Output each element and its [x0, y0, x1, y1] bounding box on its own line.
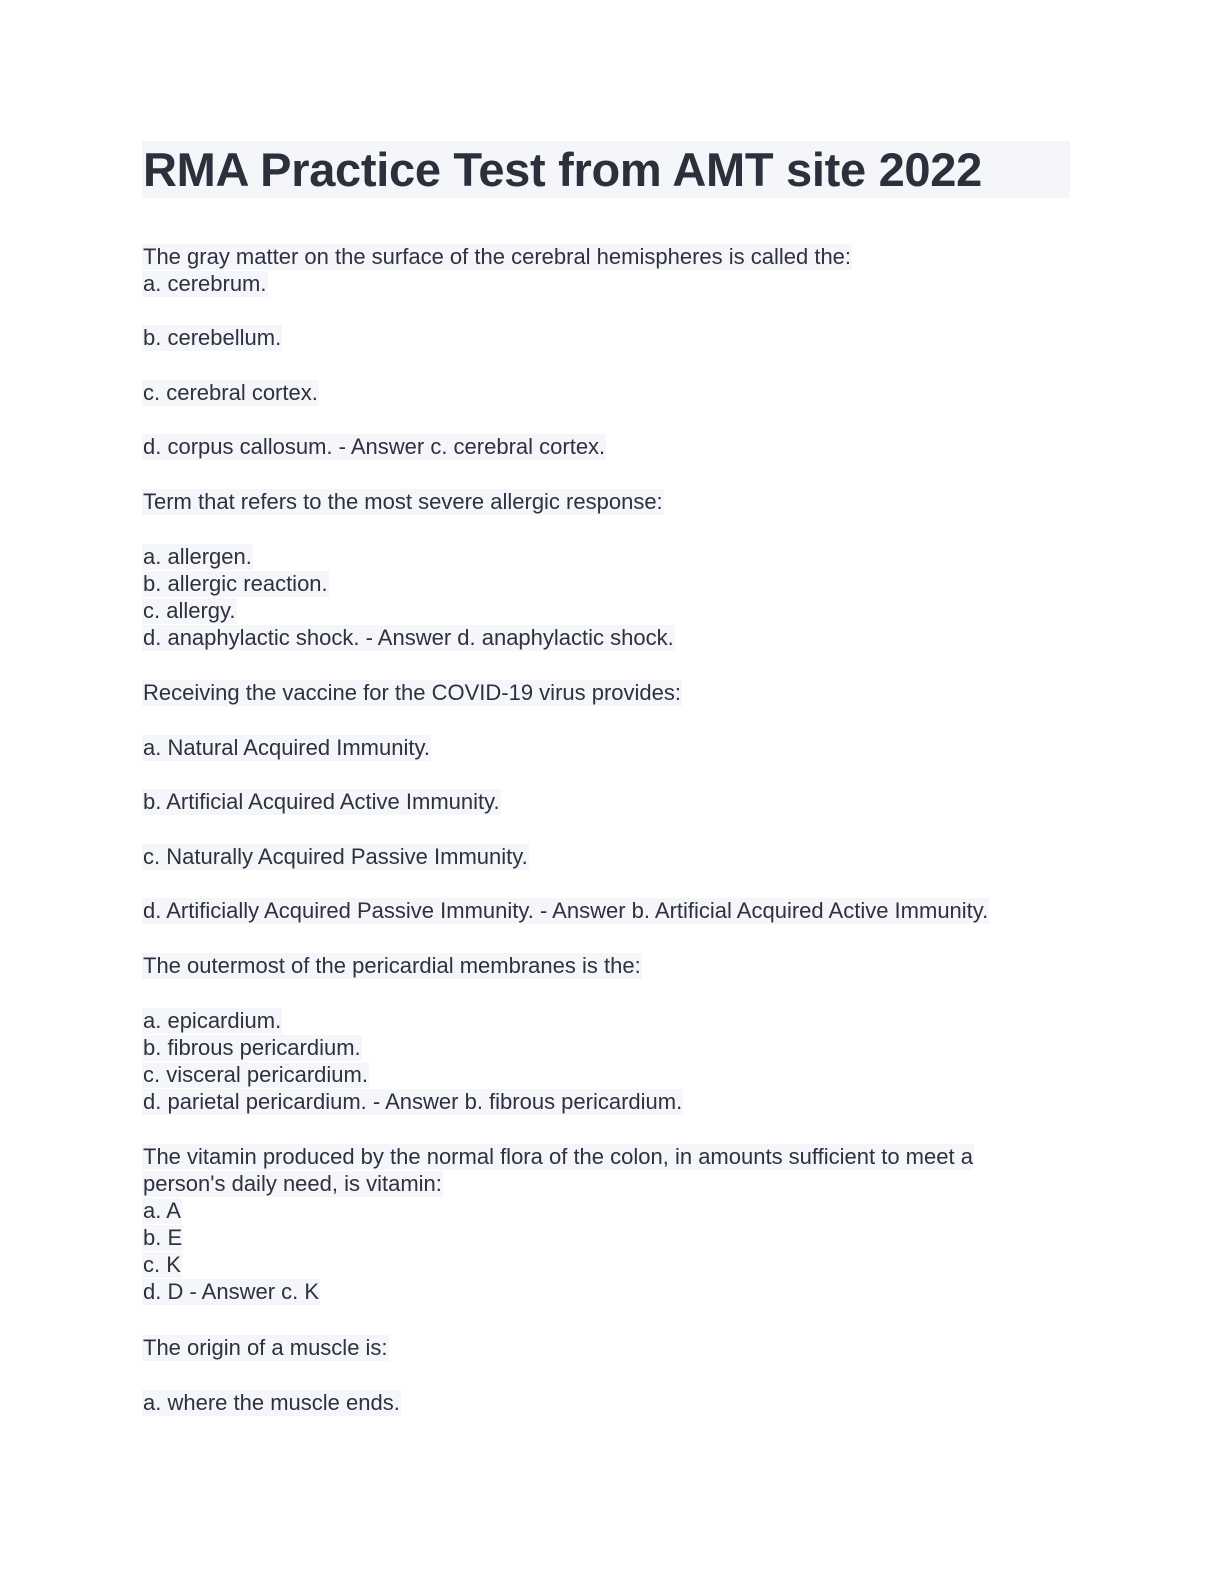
text-span: a. cerebrum. — [143, 271, 267, 296]
question-6-text — [142, 1334, 389, 1361]
text-span: c. cerebral cortex. — [143, 380, 318, 405]
text-span: c. Naturally Acquired Passive Immunity. — [143, 844, 528, 869]
question-1-option-c — [142, 379, 319, 406]
question-5-option-b — [142, 1224, 183, 1251]
question-5-option-d-answer — [142, 1278, 320, 1305]
question-6-option-a — [142, 1389, 401, 1416]
text-span: d. corpus callosum. - Answer c. cerebral cortex. — [143, 434, 606, 459]
question-4-option-a — [142, 1007, 282, 1034]
question-4-text — [142, 952, 642, 979]
text-span: d. anaphylactic shock. - Answer d. anaphylactic shock. — [143, 625, 674, 650]
text-span: a. where the muscle ends. — [143, 1390, 400, 1415]
text-span: The origin of a muscle is: — [143, 1335, 388, 1360]
text-span: b. Artificial Acquired Active Immunity. — [143, 789, 500, 814]
question-2-option-b — [142, 570, 329, 597]
question-3-text — [142, 679, 682, 706]
question-5-option-c — [142, 1251, 182, 1278]
text-span: a. A — [143, 1198, 181, 1223]
question-1-option-d-answer — [142, 433, 606, 460]
text-span: d. D - Answer c. K — [143, 1279, 320, 1304]
text-span: c. allergy. — [143, 598, 236, 623]
question-2-text — [142, 488, 664, 515]
text-span: c. K — [143, 1252, 181, 1277]
question-3-option-b — [142, 788, 501, 815]
text-span: b. fibrous pericardium. — [143, 1035, 361, 1060]
text-span: Receiving the vaccine for the COVID-19 virus provides: — [143, 680, 682, 705]
question-1-option-b — [142, 324, 282, 351]
question-3-option-d-answer — [142, 897, 989, 924]
text-span: b. E — [143, 1225, 183, 1250]
text-span: The vitamin produced by the normal flora of the colon, in amounts sufficient to meet a — [143, 1144, 973, 1169]
question-3-option-c — [142, 843, 529, 870]
text-span: a. epicardium. — [143, 1008, 282, 1033]
question-2-option-c — [142, 597, 237, 624]
question-2-option-d-answer — [142, 624, 675, 651]
page-title: RMA Practice Test from AMT site 2022 — [143, 143, 982, 196]
text-span: b. allergic reaction. — [143, 571, 328, 596]
text-span: person's daily need, is vitamin: — [143, 1171, 442, 1196]
text-span: b. cerebellum. — [143, 325, 282, 350]
question-4-option-c — [142, 1061, 369, 1088]
text-span: d. Artificially Acquired Passive Immunity. - Answer b. Artificial Acquired Active Immunity. — [143, 898, 989, 923]
question-5-text-line-2 — [142, 1170, 443, 1197]
text-span: d. parietal pericardium. - Answer b. fibrous pericardium. — [143, 1089, 683, 1114]
question-5-option-a — [142, 1197, 182, 1224]
question-4-option-b — [142, 1034, 362, 1061]
question-1-text — [142, 243, 852, 270]
question-4-option-d-answer — [142, 1088, 683, 1115]
text-span: a. allergen. — [143, 544, 252, 569]
question-5-text-line-1 — [142, 1143, 974, 1170]
question-3-option-a — [142, 734, 431, 761]
question-2-option-a — [142, 543, 253, 570]
text-span: a. Natural Acquired Immunity. — [143, 735, 430, 760]
text-span: The outermost of the pericardial membranes is the: — [143, 953, 641, 978]
question-1-option-a — [142, 270, 268, 297]
text-span: The gray matter on the surface of the cerebral hemispheres is called the: — [143, 244, 852, 269]
text-span: c. visceral pericardium. — [143, 1062, 368, 1087]
text-span: Term that refers to the most severe allergic response: — [143, 489, 663, 514]
